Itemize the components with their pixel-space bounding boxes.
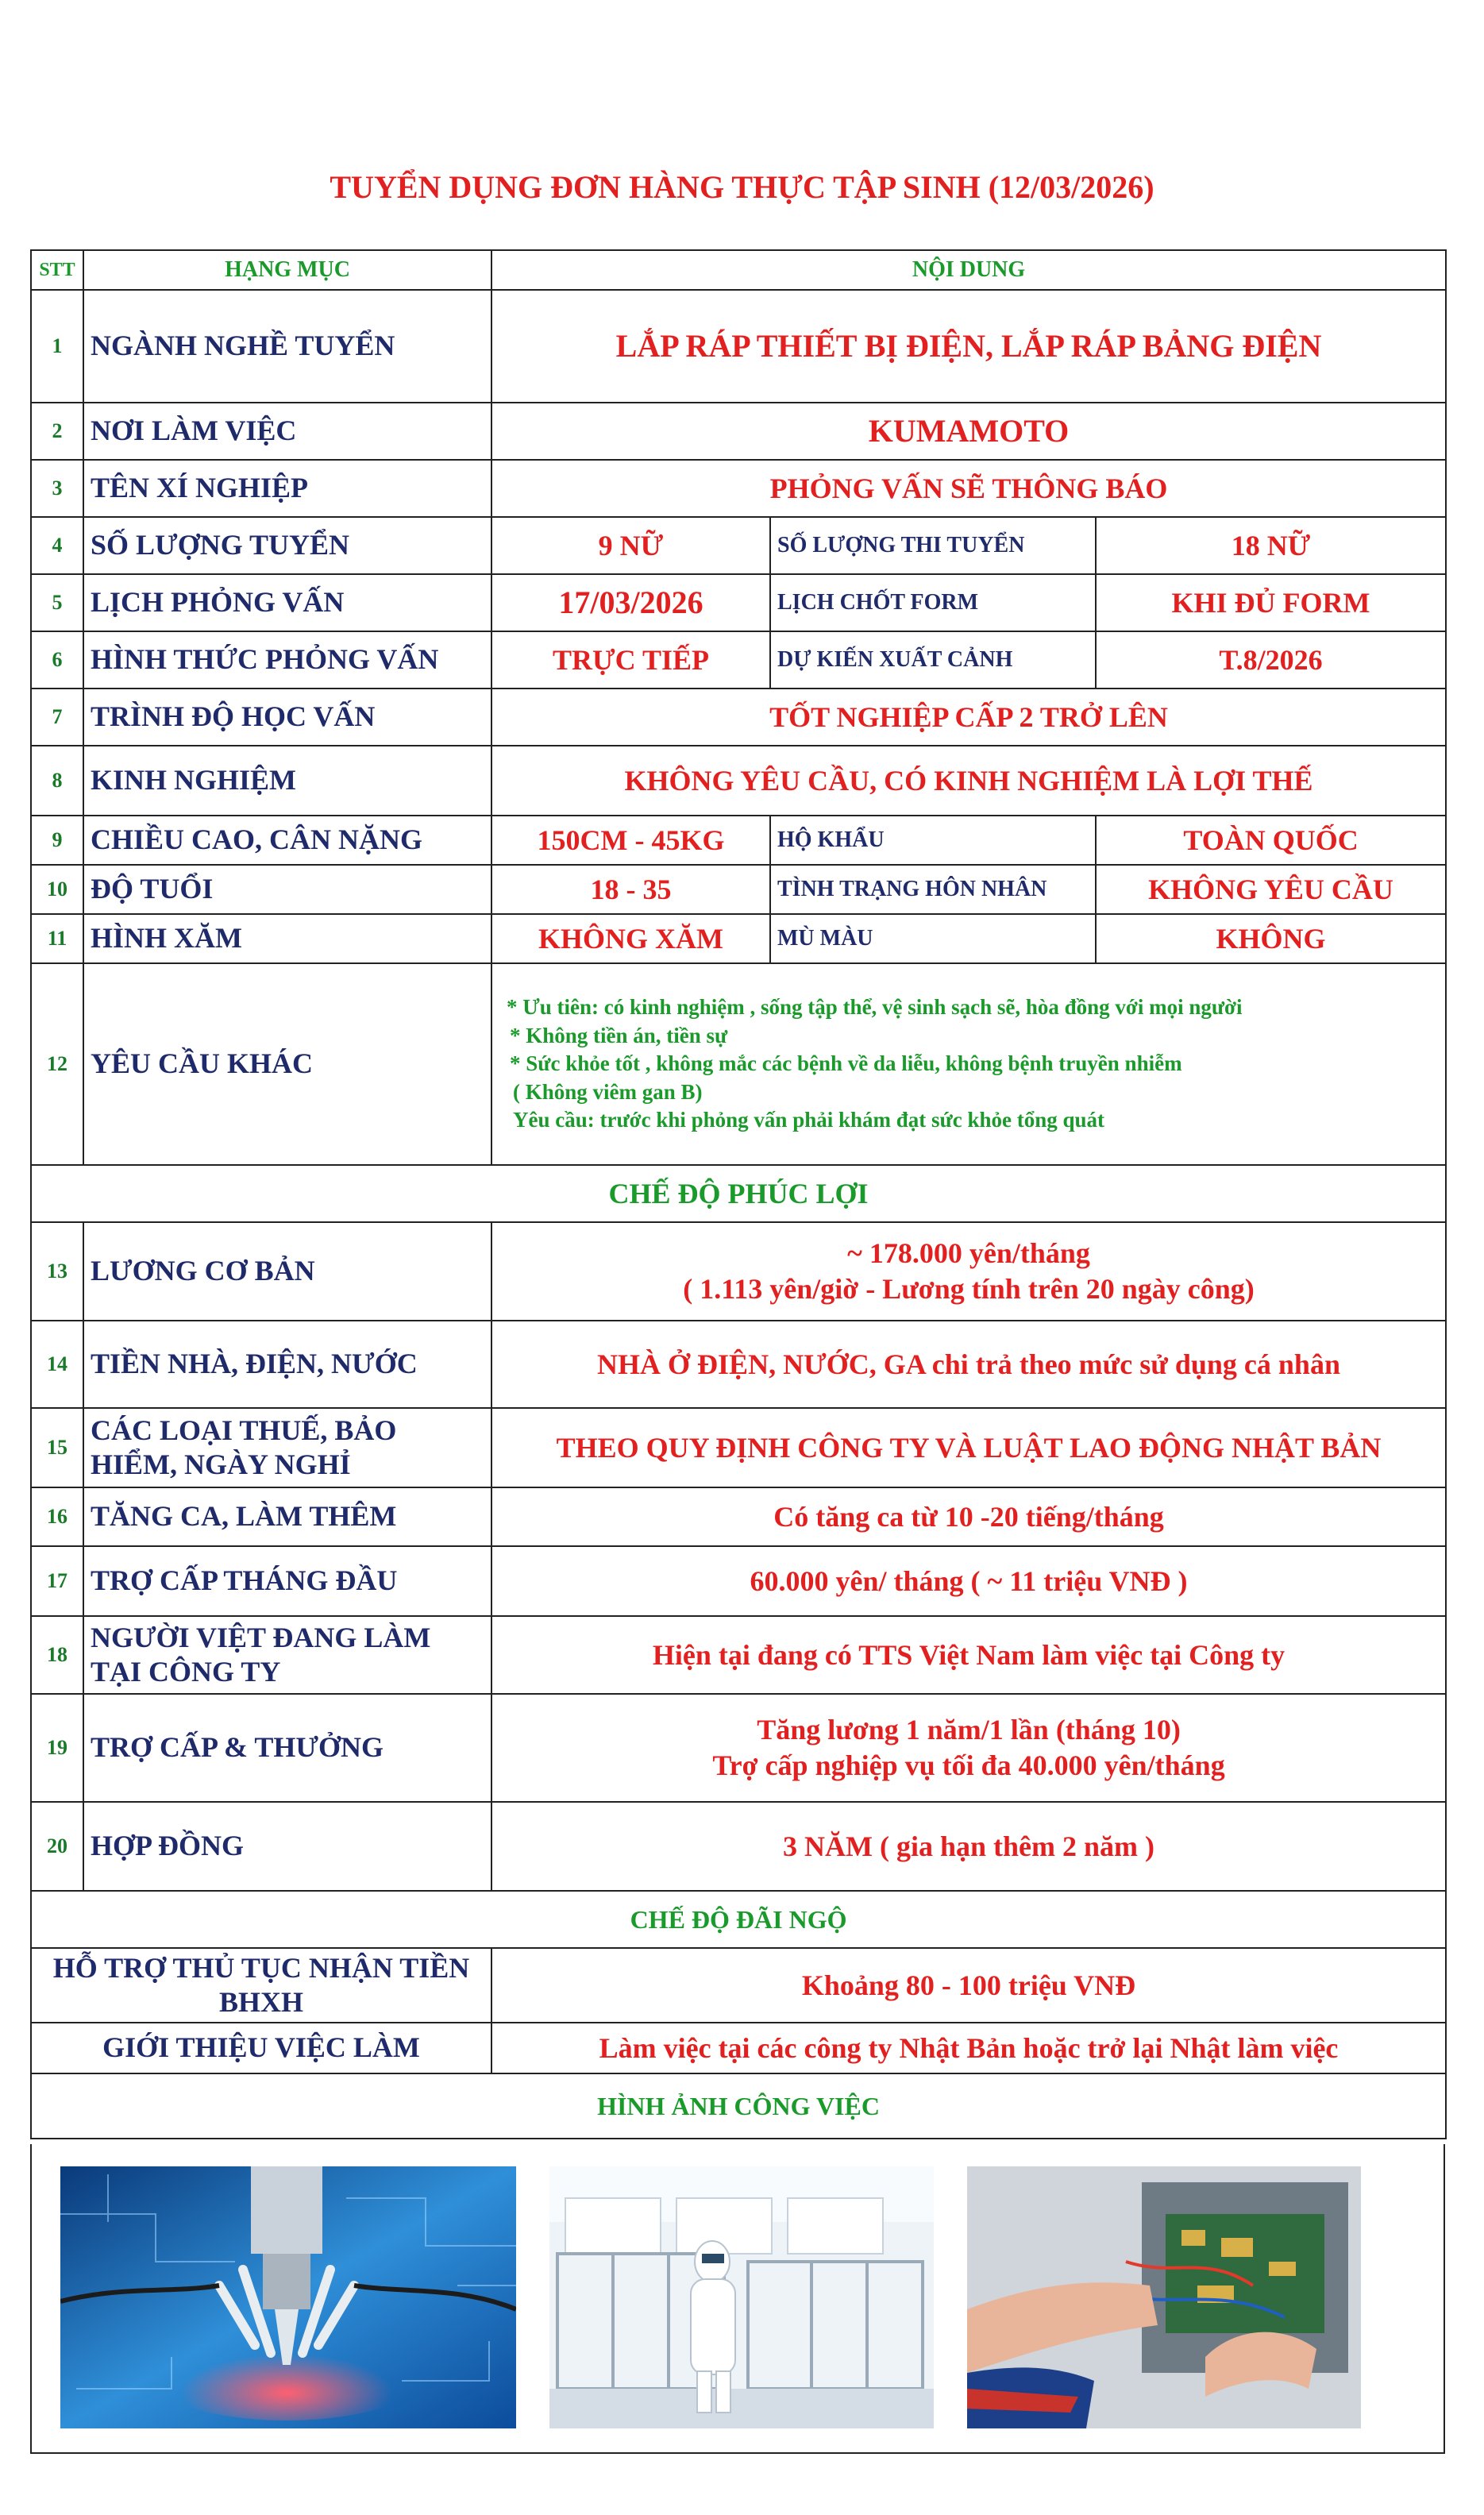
recruitment-table [30,249,1447,2139]
row-number: 7 [31,689,83,746]
table-row [31,816,1446,865]
row-value: THEO QUY ĐỊNH CÔNG TY VÀ LUẬT LAO ĐỘNG NHẬT BẢN [491,1408,1446,1487]
row-label-secondary: DỰ KIẾN XUẤT CẢNH [770,631,1096,689]
photo-cleanroom [549,2166,934,2428]
table-row [31,574,1446,631]
row-number: 15 [31,1408,83,1487]
row-number: 1 [31,290,83,403]
row-value-secondary: T.8/2026 [1096,631,1446,689]
page-title: TUYỂN DỤNG ĐƠN HÀNG THỰC TẬP SINH (12/03/2026) [330,169,1154,205]
row-label: CHIỀU CAO, CÂN NẶNG [83,816,491,865]
benefit-row [31,1948,1446,2023]
row-label: HÌNH THỨC PHỎNG VẤN [83,631,491,689]
bonus-line: Trợ cấp nghiệp vụ tối đa 40.000 yên/tháng [712,1749,1225,1781]
header-stt: STT [31,250,83,290]
benefit-value: Khoảng 80 - 100 triệu VNĐ [491,1948,1446,2023]
table-row [31,963,1446,1165]
row-value: KHÔNG YÊU CẦU, CÓ KINH NGHIỆM LÀ LỢI THẾ [491,746,1446,816]
row-number: 9 [31,816,83,865]
row-value: TỐT NGHIỆP CẤP 2 TRỞ LÊN [491,689,1446,746]
row-number: 8 [31,746,83,816]
table-row [31,460,1446,517]
row-label-secondary: MÙ MÀU [770,914,1096,963]
row-value: 150CM - 45KG [491,816,770,865]
row-value: NHÀ Ở ĐIỆN, NƯỚC, GA chi trả theo mức sử dụng cá nhân [491,1321,1446,1408]
row-value-secondary: TOÀN QUỐC [1096,816,1446,865]
row-label: NƠI LÀM VIỆC [83,403,491,460]
row-number: 20 [31,1802,83,1891]
row-number: 17 [31,1546,83,1616]
table-row [31,1408,1446,1487]
row-label-secondary: TÌNH TRẠNG HÔN NHÂN [770,865,1096,914]
row-label: NGÀNH NGHỀ TUYỂN [83,290,491,403]
row-value-secondary: KHI ĐỦ FORM [1096,574,1446,631]
row-label: TÊN XÍ NGHIỆP [83,460,491,517]
row-value: 17/03/2026 [491,574,770,631]
requirement-line: * Không tiền án, tiền sự [510,1023,728,1047]
table-row [31,1546,1446,1616]
row-label: KINH NGHIỆM [83,746,491,816]
row-label: TRỢ CẤP THÁNG ĐẦU [83,1546,491,1616]
row-label: TRÌNH ĐỘ HỌC VẤN [83,689,491,746]
work-photos [30,2144,1445,2454]
benefit-label: GIỚI THIỆU VIỆC LÀM [31,2023,491,2073]
row-label: TIỀN NHÀ, ĐIỆN, NƯỚC [83,1321,491,1408]
row-label: HÌNH XĂM [83,914,491,963]
table-row [31,1616,1446,1694]
header-row [31,250,1446,290]
table-row [31,689,1446,746]
row-number: 10 [31,865,83,914]
row-value: Có tăng ca từ 10 -20 tiếng/tháng [491,1487,1446,1546]
row-value: 60.000 yên/ tháng ( ~ 11 triệu VNĐ ) [491,1546,1446,1616]
row-label: LƯƠNG CƠ BẢN [83,1222,491,1321]
row-number: 16 [31,1487,83,1546]
row-value: 3 NĂM ( gia hạn thêm 2 năm ) [491,1802,1446,1891]
wiring-image [967,2166,1361,2428]
row-label: CÁC LOẠI THUẾ, BẢO HIỂM, NGÀY NGHỈ [83,1408,491,1487]
row-value: PHỎNG VẤN SẼ THÔNG BÁO [491,460,1446,517]
row-value [491,1222,1446,1321]
row-number: 6 [31,631,83,689]
table-row [31,517,1446,574]
table-row [31,631,1446,689]
section-row [31,1165,1446,1222]
section-benefits: CHẾ ĐỘ ĐÃI NGỘ [31,1891,1446,1948]
bonus-line: Tăng lương 1 năm/1 lần (tháng 10) [757,1714,1181,1745]
row-label: SỐ LƯỢNG TUYỂN [83,517,491,574]
table-row [31,865,1446,914]
row-number: 11 [31,914,83,963]
row-value-secondary: 18 NỮ [1096,517,1446,574]
requirement-line: * Sức khỏe tốt , không mắc các bệnh về da liễu, không bệnh truyền nhiễm [510,1051,1182,1076]
table-row [31,403,1446,460]
section-row [31,1891,1446,1948]
table-row [31,1487,1446,1546]
other-requirements [491,963,1446,1165]
requirement-line: * Ưu tiên: có kinh nghiệm , sống tập thể, vệ sinh sạch sẽ, hòa đồng với mọi người [507,994,1243,1019]
row-number: 4 [31,517,83,574]
row-label-secondary: SỐ LƯỢNG THI TUYỂN [770,517,1096,574]
header-noi-dung: NỘI DUNG [491,250,1446,290]
row-label: YÊU CẦU KHÁC [83,963,491,1165]
row-label: ĐỘ TUỔI [83,865,491,914]
row-value-secondary: KHÔNG [1096,914,1446,963]
row-value: LẮP RÁP THIẾT BỊ ĐIỆN, LẮP RÁP BẢNG ĐIỆN [491,290,1446,403]
row-label: LỊCH PHỎNG VẤN [83,574,491,631]
row-label: TRỢ CẤP & THƯỞNG [83,1694,491,1802]
row-number: 2 [31,403,83,460]
table-row [31,1802,1446,1891]
row-label: TĂNG CA, LÀM THÊM [83,1487,491,1546]
table-row [31,914,1446,963]
row-label-secondary: LỊCH CHỐT FORM [770,574,1096,631]
row-number: 19 [31,1694,83,1802]
row-label: HỢP ĐỒNG [83,1802,491,1891]
row-number: 14 [31,1321,83,1408]
table-row [31,746,1446,816]
row-number: 5 [31,574,83,631]
benefit-row [31,2023,1446,2073]
table-row [31,1222,1446,1321]
section-welfare: CHẾ ĐỘ PHÚC LỢI [31,1165,1446,1222]
row-label: NGƯỜI VIỆT ĐANG LÀM TẠI CÔNG TY [83,1616,491,1694]
row-value: 9 NỮ [491,517,770,574]
row-value: KHÔNG XĂM [491,914,770,963]
row-value: KUMAMOTO [491,403,1446,460]
photo-wiring [967,2166,1361,2428]
table-row [31,290,1446,403]
robotic-arm-image [60,2166,516,2428]
benefit-value: Làm việc tại các công ty Nhật Bản hoặc trở lại Nhật làm việc [491,2023,1446,2073]
row-value: TRỰC TIẾP [491,631,770,689]
row-number: 12 [31,963,83,1165]
row-value [491,1694,1446,1802]
table-row [31,1321,1446,1408]
photo-robotic-assembly [60,2166,516,2428]
header-hang-muc: HẠNG MỤC [83,250,491,290]
row-number: 13 [31,1222,83,1321]
section-photos: HÌNH ẢNH CÔNG VIỆC [31,2073,1446,2139]
row-value: Hiện tại đang có TTS Việt Nam làm việc tại Công ty [491,1616,1446,1694]
cleanroom-image [549,2166,934,2428]
requirement-line: ( Không viêm gan B) [513,1079,703,1104]
row-number: 3 [31,460,83,517]
salary-line: ~ 178.000 yên/tháng [847,1237,1090,1269]
row-label-secondary: HỘ KHẨU [770,816,1096,865]
row-value: 18 - 35 [491,865,770,914]
benefit-label: HỖ TRỢ THỦ TỤC NHẬN TIỀN BHXH [31,1948,491,2023]
row-value-secondary: KHÔNG YÊU CẦU [1096,865,1446,914]
table-row [31,1694,1446,1802]
requirement-line: Yêu cầu: trước khi phỏng vấn phải khám đạt sức khỏe tổng quát [513,1108,1105,1132]
salary-line: ( 1.113 yên/giờ - Lương tính trên 20 ngày công) [683,1273,1255,1305]
row-number: 18 [31,1616,83,1694]
section-row [31,2073,1446,2139]
